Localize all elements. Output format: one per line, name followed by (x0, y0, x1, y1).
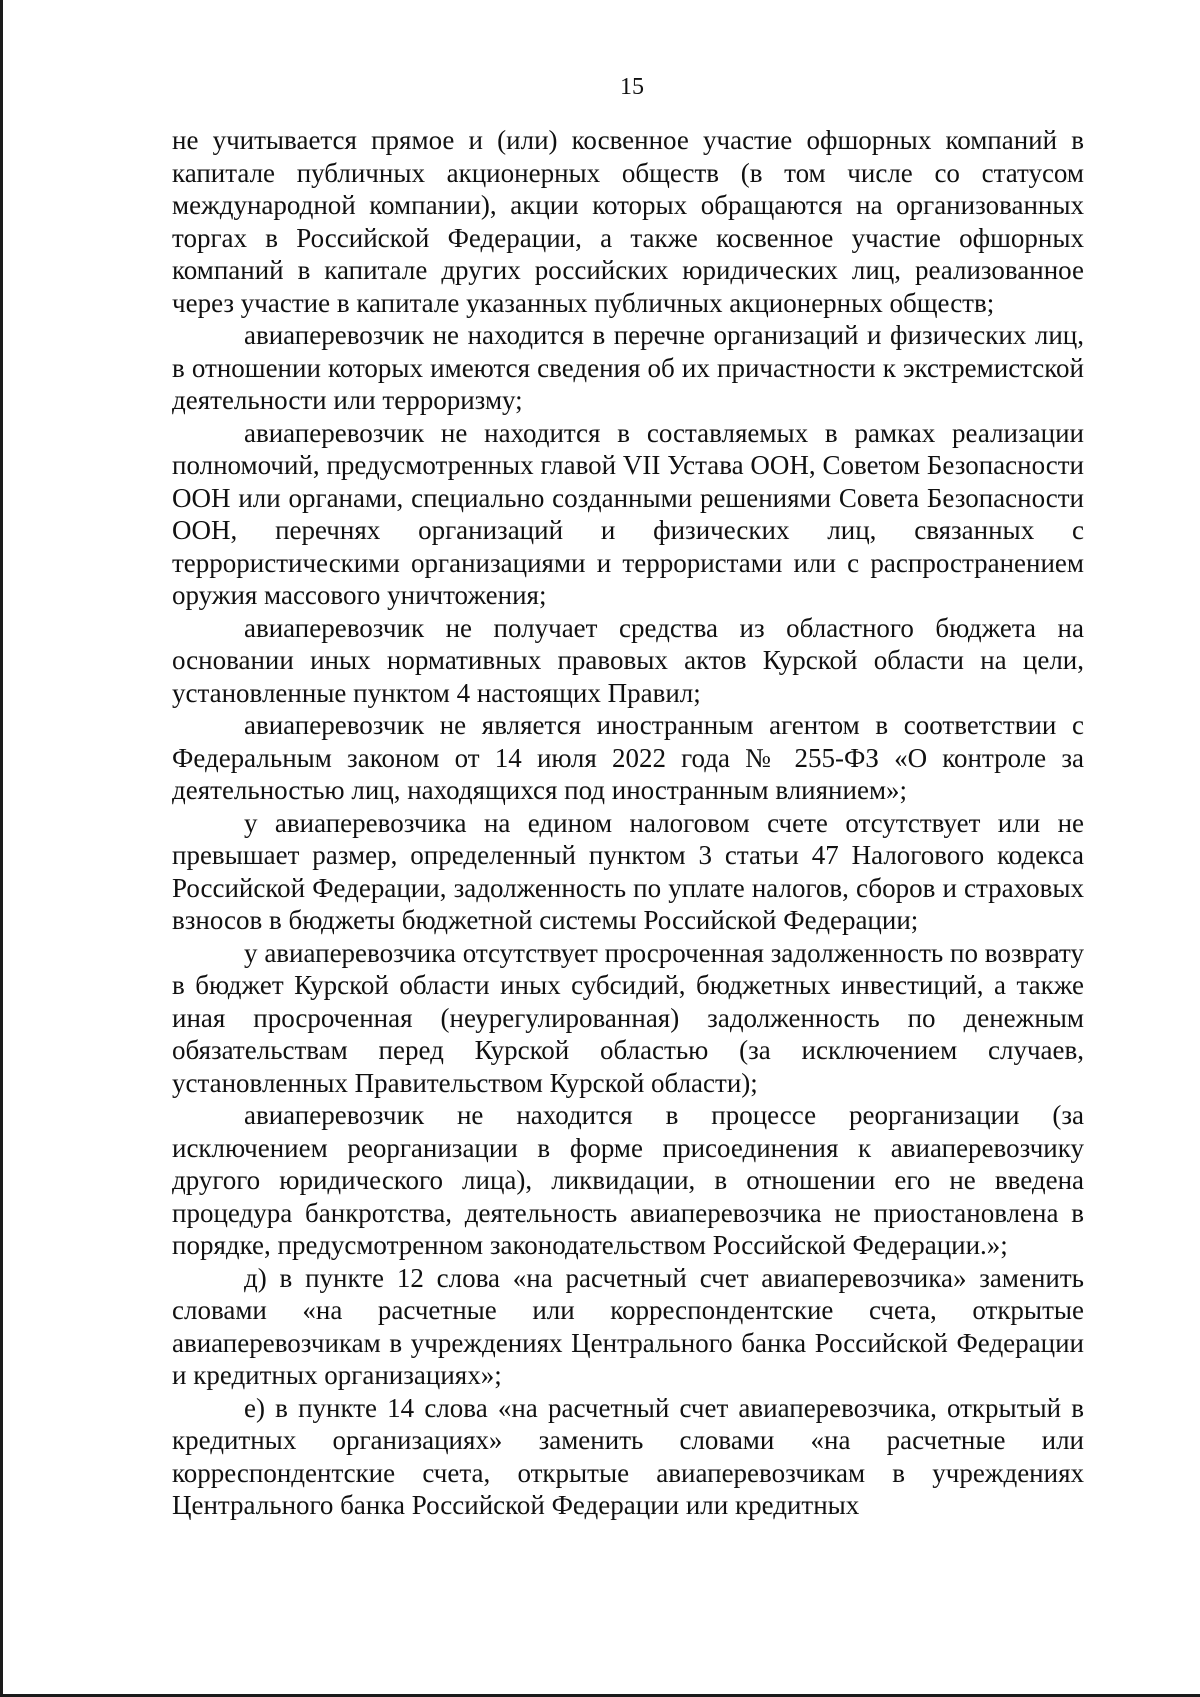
page-number: 15 (620, 74, 644, 100)
paragraph-foreign-agent: авиаперевозчик не является иностранным агентом в соответствии с Федеральным законом от 14 июля 2022 года № 255-ФЗ «О контроле за деятельностью лиц, находящихся под иностранным влиянием»; (172, 710, 1084, 805)
paragraph-overdue-debt: у авиаперевозчика отсутствует просроченная задолженность по возврату в бюджет Курской области иных субсидий, бюджетных инвестиций, а также иная просроченная (неурегулированная) задолженность по денежным обязательствам перед Курской областью (за исключением случаев, установленных Правительством Курской области); (172, 937, 1084, 1098)
document-body (172, 124, 1084, 1522)
paragraph-un-security-council-list: авиаперевозчик не находится в составляемых в рамках реализации полномочий, предусмотренных главой VII Устава ООН, Советом Безопасности ООН или органами, специально созданными решениями Совета Безопасности ООН, перечнях организаций и физических лиц, связанных с террористическими организациями и террористами или с распространением оружия массового уничтожения; (172, 417, 1084, 610)
paragraph-item-e: е) в пункте 14 слова «на расчетный счет авиаперевозчика, открытый в кредитных организациях» заменить словами «на расчетные или корреспондентские счета, открытые авиаперевозчикам в учреждениях Центрального банка Российской Федерации или кредитных (172, 1392, 1084, 1520)
page-edge-left (0, 0, 3, 1697)
paragraph-offshore-participation: не учитывается прямое и (или) косвенное участие офшорных компаний в капитале публичных акционерных обществ (в том числе со статусом международной компании), акции которых обращаются на организованных торгах в Российской Федерации, а также косвенное участие офшорных компаний в капитале других российских юридических лиц, реализованное через участие в капитале указанных публичных акционерных обществ; (172, 125, 1084, 318)
paragraph-item-d: д) в пункте 12 слова «на расчетный счет авиаперевозчика» заменить словами «на расчетные или корреспондентские счета, открытые авиаперевозчикам в учреждениях Центрального банка Российской Федерации и кредитных организациях»; (172, 1262, 1084, 1390)
paragraph-extremism-list: авиаперевозчик не находится в перечне организаций и физических лиц, в отношении которых имеются сведения об их причастности к экстремистской деятельности или терроризму; (172, 320, 1084, 415)
paragraph-reorganization: авиаперевозчик не находится в процессе реорганизации (за исключением реорганизации в форме присоединения к авиаперевозчику другого юридического лица), ликвидации, в отношении его не введена процедура банкротства, деятельность авиаперевозчика не приостановлена в порядке, предусмотренном законодательством Российской Федерации.»; (172, 1100, 1084, 1260)
paragraph-regional-budget-funds: авиаперевозчик не получает средства из областного бюджета на основании иных нормативных правовых актов Курской области на цели, установленные пунктом 4 настоящих Правил; (172, 612, 1084, 708)
paragraph-tax-debt: у авиаперевозчика на едином налоговом счете отсутствует или не превышает размер, определенный пунктом 3 статьи 47 Налогового кодекса Российской Федерации, задолженность по уплате налогов, сборов и страховых взносов в бюджеты бюджетной системы Российской Федерации; (172, 807, 1084, 935)
